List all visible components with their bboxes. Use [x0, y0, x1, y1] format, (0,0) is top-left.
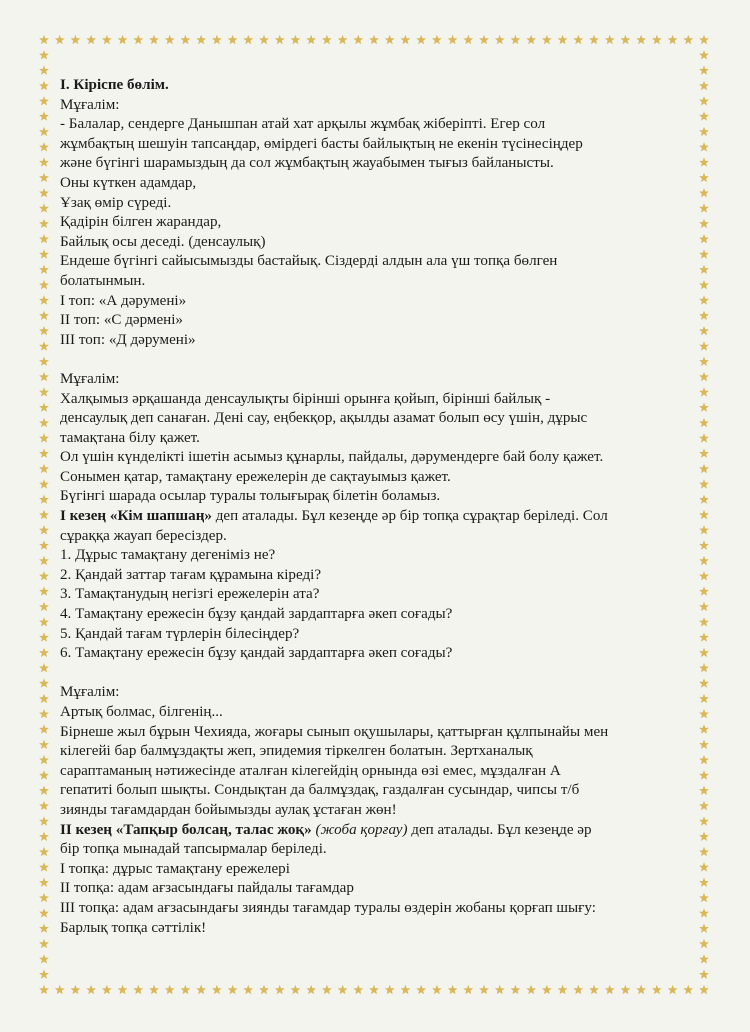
- line-text: I топқа: дұрыс тамақтану ережелері: [60, 860, 290, 877]
- text-line: [60, 605, 670, 625]
- line-text: Бірнеше жыл бұрын Чехияда, жоғары сынып оқушылары, қаттырған құлпынайы мен: [60, 723, 609, 740]
- star-icon: [699, 403, 709, 412]
- star-icon: [699, 525, 709, 534]
- star-icon: [291, 35, 301, 44]
- star-icon: [558, 35, 568, 44]
- star-icon: [699, 586, 709, 595]
- star-icon: [385, 985, 395, 994]
- star-icon: [699, 219, 709, 228]
- star-icon: [39, 939, 49, 948]
- star-icon: [699, 617, 709, 626]
- star-icon: [133, 985, 143, 994]
- star-icon: [699, 939, 709, 948]
- star-icon: [149, 35, 159, 44]
- line-text: 1. Дұрыс тамақтану дегеніміз не?: [60, 547, 276, 564]
- star-icon: [243, 985, 253, 994]
- star-icon: [39, 234, 49, 243]
- star-icon: [699, 709, 709, 718]
- star-icon: [699, 234, 709, 243]
- star-icon: [699, 326, 709, 335]
- star-icon: [39, 540, 49, 550]
- star-icon: [55, 35, 65, 44]
- text-line: [60, 233, 670, 253]
- blank-line: [60, 664, 670, 684]
- star-icon: [133, 35, 143, 44]
- star-icon: [275, 35, 285, 44]
- text-line: [60, 194, 670, 214]
- star-icon: [259, 35, 269, 44]
- star-icon: [149, 985, 159, 994]
- star-icon: [385, 35, 395, 44]
- star-icon: [39, 709, 49, 718]
- star-icon: [699, 311, 709, 320]
- star-icon: [39, 770, 49, 779]
- star-icon: [39, 280, 49, 289]
- line-text: Байлық осы деседі. (денсаулық): [60, 233, 266, 250]
- star-icon: [39, 893, 49, 902]
- star-icon: [39, 801, 49, 810]
- star-icon: [39, 203, 49, 213]
- star-icon: [683, 985, 693, 994]
- star-icon: [652, 985, 662, 994]
- star-icon: [196, 35, 206, 44]
- line-text: кілегейі бар балмұздақты жеп, эпидемия тіркелген болатын. Зертханалық: [60, 743, 533, 760]
- star-icon: [652, 35, 662, 44]
- text-line: [60, 213, 670, 233]
- star-icon: [165, 35, 175, 44]
- line-text: деп аталады. Бұл кезеңде әр: [407, 821, 592, 838]
- star-icon: [401, 35, 411, 44]
- star-icon: [699, 81, 709, 90]
- star-icon: [102, 35, 112, 44]
- line-text: 2. Қандай заттар тағам құрамына кіреді?: [60, 566, 322, 583]
- star-icon: [275, 985, 285, 994]
- star-icon: [39, 35, 49, 44]
- star-icon: [39, 65, 49, 75]
- star-icon: [306, 35, 316, 44]
- document-body: [60, 76, 670, 938]
- star-icon: [39, 970, 49, 979]
- text-line: [60, 154, 670, 174]
- star-icon: [542, 985, 552, 994]
- line-text: Ұзақ өмір сүреді.: [60, 194, 172, 211]
- line-text: 4. Тамақтану ережесін бұзу қандай зардаптарға әкеп соғады?: [60, 606, 453, 623]
- star-icon: [39, 50, 49, 59]
- star-icon: [118, 35, 128, 44]
- star-icon: [39, 740, 49, 749]
- star-icon: [699, 50, 709, 59]
- section-heading: I. Кіріспе бөлім.: [60, 77, 169, 93]
- text-line: [60, 390, 670, 410]
- star-icon: [699, 954, 709, 963]
- star-icon: [699, 35, 709, 44]
- line-text: тамақтана білу қажет.: [60, 429, 200, 446]
- star-icon: [39, 372, 49, 381]
- line-text: II топқа: адам ағзасындағы пайдалы тағамдар: [60, 880, 354, 897]
- star-icon: [699, 372, 709, 381]
- star-icon: [699, 510, 709, 519]
- star-icon: [118, 985, 128, 994]
- star-icon: [605, 35, 615, 44]
- star-icon: [39, 357, 49, 366]
- star-icon: [495, 985, 505, 994]
- line-text: Қадірін білген жарандар,: [60, 214, 222, 231]
- star-icon: [39, 341, 49, 350]
- text-line: [60, 723, 670, 743]
- line-text: зиянды тағамдардан бойымызды аулақ ұстаған жөн!: [60, 801, 397, 818]
- text-line: [60, 801, 670, 821]
- star-icon: [589, 985, 599, 994]
- text-line: [60, 409, 670, 429]
- star-icon: [416, 35, 426, 44]
- star-icon: [71, 35, 81, 44]
- star-icon: [39, 127, 49, 136]
- star-icon: [353, 985, 363, 994]
- star-icon: [39, 724, 49, 733]
- line-text: деп аталады. Бұл кезеңде әр бір топқа сұрақтар беріледі. Сол: [211, 508, 608, 525]
- star-icon: [39, 832, 49, 841]
- text-line: [60, 252, 670, 272]
- star-icon: [699, 433, 709, 442]
- text-line: [60, 115, 670, 135]
- star-icon: [526, 985, 536, 994]
- star-icon: [495, 35, 505, 44]
- star-icon: [353, 35, 363, 44]
- star-icon: [699, 878, 709, 887]
- line-text: болатынмын.: [60, 272, 146, 289]
- star-icon: [39, 985, 49, 994]
- star-icon: [322, 985, 332, 994]
- star-icon: [212, 35, 222, 44]
- stage-title: I кезең «Кім шапшаң»: [60, 508, 212, 525]
- star-icon: [699, 418, 709, 427]
- star-icon: [39, 816, 49, 825]
- star-icon: [479, 985, 489, 994]
- star-icon: [102, 985, 112, 994]
- star-icon: [699, 893, 709, 902]
- star-icon: [699, 648, 709, 657]
- star-icon: [699, 142, 709, 151]
- star-icon: [39, 142, 49, 151]
- star-icon: [699, 341, 709, 350]
- star-icon: [542, 35, 552, 44]
- star-icon: [39, 418, 49, 427]
- star-icon: [699, 602, 709, 611]
- star-icon: [165, 985, 175, 994]
- star-icon: [39, 648, 49, 657]
- star-icon: [39, 96, 49, 105]
- star-icon: [699, 556, 709, 565]
- star-icon: [39, 157, 49, 166]
- line-text: бір топқа мынадай тапсырмалар беріледі.: [60, 841, 327, 858]
- star-icon: [699, 970, 709, 979]
- star-icon: [699, 740, 709, 749]
- text-line: [60, 821, 670, 841]
- star-icon: [39, 878, 49, 887]
- star-icon: [699, 663, 709, 672]
- star-icon: [39, 663, 49, 672]
- star-icon: [181, 35, 191, 44]
- star-icon: [699, 755, 709, 764]
- line-text: Ол үшін күнделікті ішетін асымыз құнарлы, пайдалы, дәрумендерге бай болу қажет.: [60, 449, 604, 466]
- line-text: - Балалар, сендерге Данышпан атай хат арқылы жұмбақ жіберіпті. Егер сол: [60, 116, 546, 133]
- text-line: [60, 683, 670, 703]
- star-icon: [369, 35, 379, 44]
- text-line: [60, 840, 670, 860]
- star-icon: [448, 35, 458, 44]
- star-icon: [699, 449, 709, 458]
- star-icon: [39, 311, 49, 320]
- line-text: Мұғалім:: [60, 96, 120, 113]
- star-icon: [573, 985, 583, 994]
- text-line: [60, 331, 670, 351]
- line-text: Ендеше бүгінгі сайысымызды бастайық. Сіздерді алдын ала үш топқа бөлген: [60, 253, 558, 270]
- line-text: Артық болмас, білгенің...: [60, 704, 223, 720]
- line-text: гепатиті болып шықты. Сондықтан да балмұздақ, газдалған сусындар, чипсы т/б: [60, 782, 580, 799]
- star-icon: [699, 280, 709, 289]
- text-line: [60, 879, 670, 899]
- star-icon: [369, 985, 379, 994]
- star-icon: [699, 694, 709, 703]
- text-line: [60, 448, 670, 468]
- star-icon: [39, 586, 49, 595]
- line-text: Оны күткен адамдар,: [60, 174, 197, 191]
- text-line: [60, 311, 670, 331]
- star-icon: [39, 694, 49, 703]
- star-icon: [699, 632, 709, 641]
- star-icon: [699, 265, 709, 274]
- line-text: III топқа: адам ағзасындағы зиянды тағамдар туралы өздерін жобаны қорғап шығу:: [60, 899, 596, 916]
- star-icon: [39, 173, 49, 182]
- star-icon: [699, 65, 709, 75]
- star-icon: [699, 111, 709, 120]
- star-icon: [636, 985, 646, 994]
- star-icon: [39, 602, 49, 611]
- star-icon: [621, 985, 631, 994]
- star-icon: [699, 571, 709, 580]
- star-icon: [605, 985, 615, 994]
- line-text: Мұғалім:: [60, 684, 120, 701]
- star-icon: [432, 985, 442, 994]
- star-icon: [181, 985, 191, 994]
- star-icon: [699, 816, 709, 825]
- star-icon: [699, 127, 709, 136]
- text-line: [60, 742, 670, 762]
- star-icon: [589, 35, 599, 44]
- text-line: [60, 899, 670, 919]
- star-icon: [699, 786, 709, 795]
- line-text: I топ: «А дәрумені»: [60, 292, 187, 309]
- text-line: [60, 546, 670, 566]
- star-icon: [39, 111, 49, 120]
- star-icon: [39, 617, 49, 626]
- star-icon: [432, 35, 442, 44]
- star-icon: [636, 35, 646, 44]
- star-icon: [699, 188, 709, 197]
- star-icon: [699, 96, 709, 105]
- line-text: 6. Тамақтану ережесін бұзу қандай зардаптарға әкеп соғады?: [60, 645, 453, 662]
- star-icon: [39, 219, 49, 228]
- star-icon: [699, 249, 709, 258]
- star-icon: [699, 173, 709, 182]
- star-icon: [39, 556, 49, 565]
- star-icon: [526, 35, 536, 44]
- line-text: III топ: «Д дәрумені»: [60, 331, 196, 348]
- star-icon: [699, 464, 709, 473]
- star-icon: [39, 632, 49, 641]
- star-icon: [39, 464, 49, 473]
- star-icon: [401, 985, 411, 994]
- star-icon: [39, 908, 49, 917]
- star-icon: [699, 832, 709, 841]
- line-text: 5. Қандай тағам түрлерін білесіңдер?: [60, 625, 300, 642]
- star-icon: [39, 433, 49, 442]
- star-icon: [39, 786, 49, 795]
- text-line: [60, 566, 670, 586]
- text-line: [60, 468, 670, 488]
- text-line: [60, 703, 670, 723]
- line-text: сараптаманың нәтижесінде аталған кілегейдің орнында өзі емес, мұздалған А: [60, 762, 561, 779]
- star-icon: [39, 954, 49, 963]
- star-icon: [228, 985, 238, 994]
- star-icon: [39, 847, 49, 856]
- star-icon: [196, 985, 206, 994]
- star-icon: [39, 924, 49, 933]
- star-icon: [699, 295, 709, 304]
- star-icon: [39, 265, 49, 274]
- star-icon: [39, 571, 49, 580]
- line-text: денсаулық деп санаған. Дені сау, еңбекқор, ақылды азамат болып өсу үшін, дұрыс: [60, 410, 588, 427]
- stage-note: (жоба қорғау): [311, 821, 408, 838]
- text-line: [60, 487, 670, 507]
- star-icon: [683, 35, 693, 44]
- text-line: [60, 507, 670, 527]
- star-icon: [699, 908, 709, 917]
- text-line: [60, 429, 670, 449]
- text-line: [60, 527, 670, 547]
- star-icon: [86, 985, 96, 994]
- star-icon: [39, 249, 49, 258]
- text-line: [60, 272, 670, 292]
- star-icon: [39, 510, 49, 519]
- line-text: Бүгінгі шарада осылар туралы толығырақ білетін боламыз.: [60, 488, 441, 505]
- star-icon: [699, 479, 709, 488]
- star-icon: [479, 35, 489, 44]
- star-icon: [699, 678, 709, 688]
- text-line: [60, 781, 670, 801]
- star-icon: [699, 157, 709, 166]
- star-icon: [228, 35, 238, 44]
- text-line: [60, 76, 670, 96]
- text-line: [60, 860, 670, 880]
- star-icon: [39, 326, 49, 335]
- star-icon: [39, 188, 49, 197]
- star-icon: [668, 985, 678, 994]
- star-icon: [699, 203, 709, 213]
- star-icon: [291, 985, 301, 994]
- line-text: Мұғалім:: [60, 370, 120, 387]
- star-icon: [39, 495, 49, 504]
- star-icon: [699, 862, 709, 871]
- star-icon: [39, 678, 49, 688]
- star-icon: [306, 985, 316, 994]
- star-icon: [259, 985, 269, 994]
- text-line: [60, 919, 670, 939]
- star-icon: [699, 495, 709, 504]
- line-text: және бүгінгі шарамыздың да сол жұмбақтың жауабымен тығыз байланысты.: [60, 155, 554, 172]
- star-icon: [573, 35, 583, 44]
- star-icon: [699, 924, 709, 933]
- star-icon: [463, 35, 473, 44]
- star-icon: [511, 35, 521, 44]
- star-icon: [621, 35, 631, 44]
- star-icon: [448, 985, 458, 994]
- star-icon: [699, 847, 709, 856]
- star-icon: [699, 770, 709, 779]
- text-line: [60, 174, 670, 194]
- line-text: жұмбақтың шешуін тапсаңдар, өмірдегі басты байлықтың не екенін түсінесіңдер: [60, 135, 583, 152]
- star-icon: [39, 525, 49, 534]
- line-text: 3. Тамақтанудың негізгі ережелерін ата?: [60, 586, 320, 603]
- star-icon: [39, 862, 49, 871]
- line-text: Сонымен қатар, тамақтану ережелерін де сақтауымыз қажет.: [60, 468, 451, 485]
- blank-line: [60, 350, 670, 370]
- star-icon: [39, 387, 49, 396]
- star-icon: [212, 985, 222, 994]
- star-icon: [39, 81, 49, 90]
- star-icon: [322, 35, 332, 44]
- star-icon: [699, 985, 709, 994]
- star-icon: [39, 295, 49, 304]
- line-text: Барлық топқа сәттілік!: [60, 919, 207, 936]
- star-icon: [86, 35, 96, 44]
- text-line: [60, 625, 670, 645]
- star-icon: [55, 985, 65, 994]
- star-icon: [511, 985, 521, 994]
- star-icon: [39, 755, 49, 764]
- star-icon: [39, 403, 49, 412]
- text-line: [60, 644, 670, 664]
- text-line: [60, 292, 670, 312]
- star-icon: [416, 985, 426, 994]
- star-icon: [338, 35, 348, 44]
- stage-title: II кезең «Тапқыр болсаң, талас жоқ»: [60, 821, 312, 838]
- line-text: II топ: «С дәрмені»: [60, 312, 183, 329]
- star-icon: [39, 479, 49, 488]
- star-icon: [668, 35, 678, 44]
- text-line: [60, 762, 670, 782]
- line-text: сұраққа жауап бересіздер.: [60, 527, 227, 544]
- star-icon: [699, 724, 709, 733]
- text-line: [60, 585, 670, 605]
- star-icon: [243, 35, 253, 44]
- star-icon: [39, 449, 49, 458]
- star-icon: [463, 985, 473, 994]
- line-text: Халқымыз әрқашанда денсаулықты бірінші орынға қойып, бірінші байлық -: [60, 390, 551, 407]
- text-line: [60, 135, 670, 155]
- text-line: [60, 370, 670, 390]
- star-icon: [699, 387, 709, 396]
- star-icon: [699, 801, 709, 810]
- star-icon: [699, 540, 709, 550]
- star-icon: [699, 357, 709, 366]
- star-icon: [338, 985, 348, 994]
- text-line: [60, 96, 670, 116]
- star-icon: [71, 985, 81, 994]
- star-icon: [558, 985, 568, 994]
